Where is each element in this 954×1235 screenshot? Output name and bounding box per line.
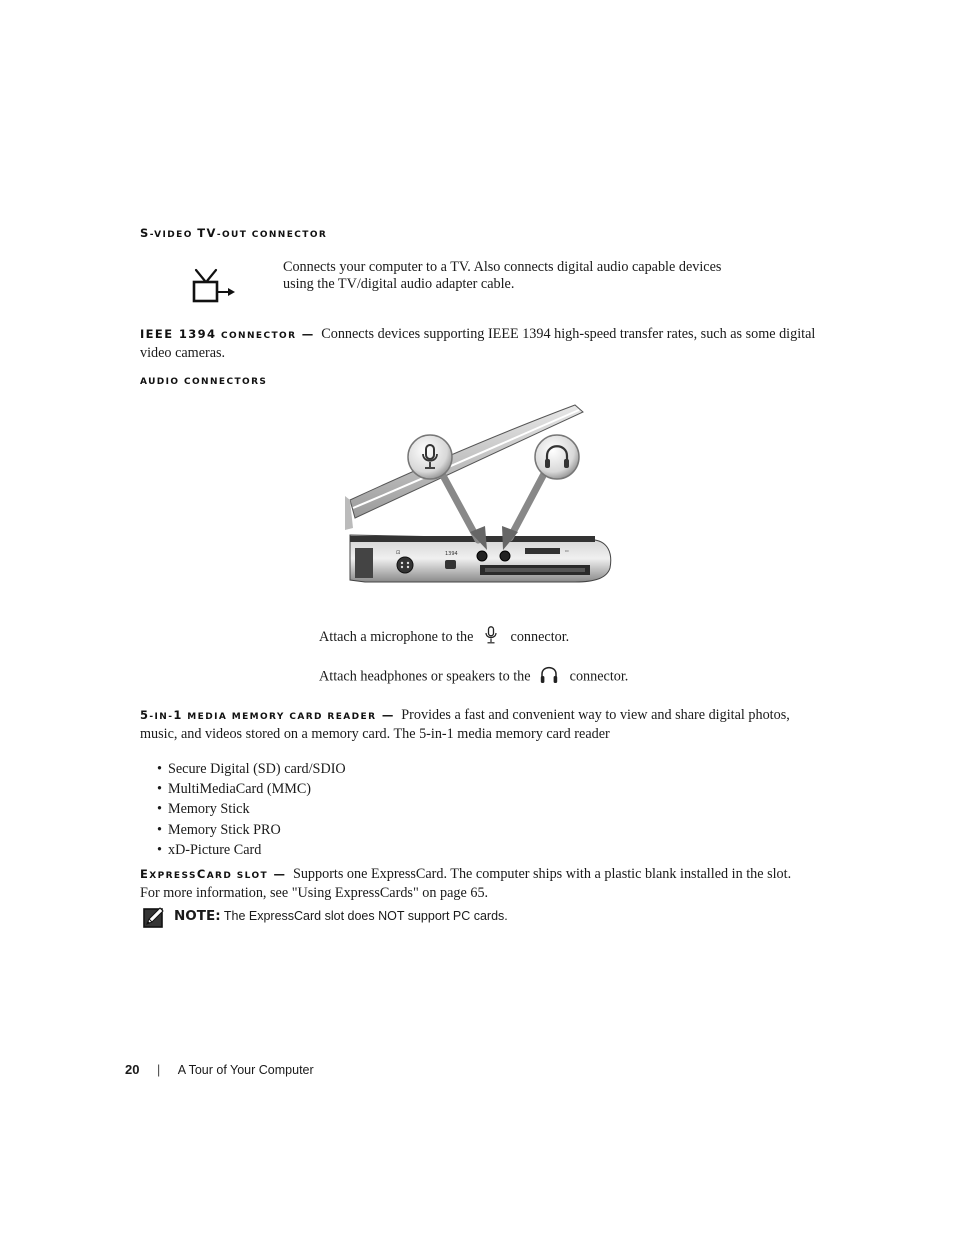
ieee-section [140,326,840,362]
microphone-icon [485,626,497,649]
ieee-heading: IEEE 1394 CONNECTOR — [140,327,315,341]
svg-text:⊡: ⊡ [396,550,401,556]
expresscard-section [140,866,840,902]
ieee-description-line2: video cameras. [140,345,226,362]
list-item: • xD-Picture Card [157,841,262,858]
headphone-icon [540,665,558,689]
page-footer [125,1062,314,1077]
list-item: • Memory Stick [157,801,250,818]
svideo-description: Connects your computer to a TV. Also connects digital audio capable devices using the TV/digital audio adapter cable. [283,259,722,293]
expresscard-heading: EXPRESSCARD SLOT — [140,867,287,881]
note-text: NOTE: The ExpressCard slot does NOT support PC cards. [174,908,508,924]
tv-out-icon [190,268,238,306]
svg-text:▭: ▭ [565,548,569,553]
ieee-description-line1: Connects devices supporting IEEE 1394 high-speed transfer rates, such as some digital [321,326,816,342]
footer-separator: | [156,1063,161,1077]
list-item: • Secure Digital (SD) card/SDIO [157,761,346,777]
media-reader-section [140,707,840,743]
audio-connectors-figure [345,400,615,590]
headphone-instruction: Attach headphones or speakers to the connector. [319,665,628,689]
page-number: 20 [125,1062,140,1077]
audio-heading: AUDIO CONNECTORS [140,377,268,387]
svideo-heading: S-VIDEO TV-OUT CONNECTOR [140,226,328,240]
media-reader-description-line1: Provides a fast and convenient way to view and share digital photos, [401,707,790,723]
media-reader-heading: 5-IN-1 MEDIA MEMORY CARD READER — [140,708,395,722]
expresscard-description-line2: For more information, see "Using ExpressCards" on page 65. [140,885,489,902]
note-label: NOTE: [174,908,221,924]
media-reader-description-line2: music, and videos stored on a memory card. The 5-in-1 media memory card reader [140,726,610,743]
note-pencil-icon [143,906,165,928]
chapter-title: A Tour of Your Computer [177,1063,314,1077]
card-types-list [157,761,346,862]
list-item: • Memory Stick PRO [157,821,281,838]
expresscard-description-line1: Supports one ExpressCard. The computer ships with a plastic blank installed in the slot. [292,866,792,882]
microphone-instruction: Attach a microphone to the connector. [319,626,569,649]
list-item: • MultiMediaCard (MMC) [157,781,312,798]
figure-1394-label: 1394 [445,551,458,557]
